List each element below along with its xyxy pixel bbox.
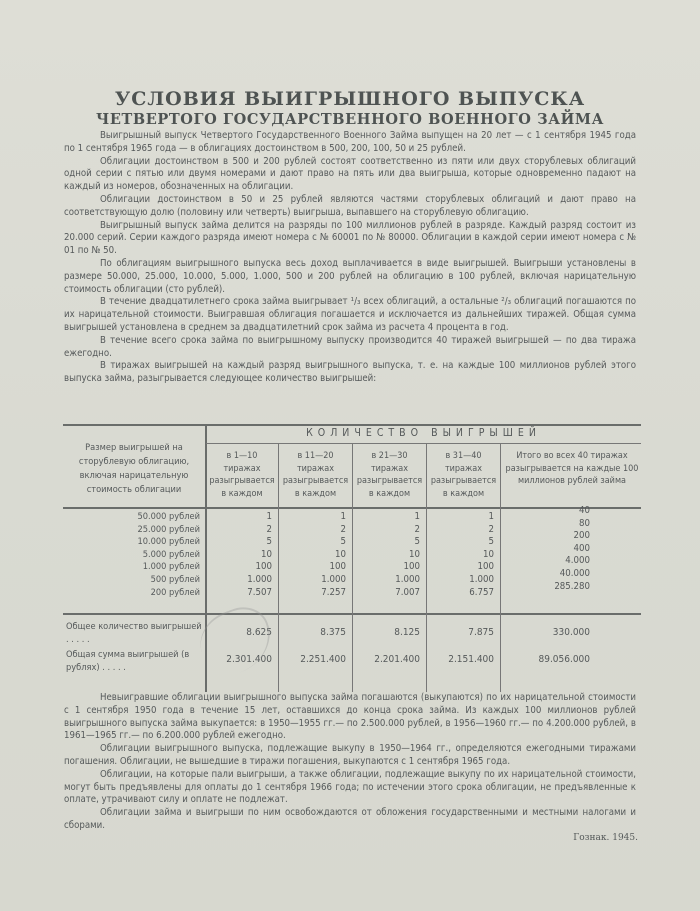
table-cell: 1 — [414, 511, 420, 522]
paragraph: Облигации выигрышного выпуска, подлежащие выкупу в 1950—1964 гг., определяются ежегодными тиражами погашения. Облигации, не вышедшие в тиражи погашения, выкупаются с 1 сентября 1965 года. — [64, 743, 636, 767]
paragraph: Облигации займа и выигрыши по ним освобождаются от обложения государственными и местными налогами и сборами. — [64, 807, 636, 831]
table-cell: 5 — [414, 536, 420, 548]
table-group-header: КОЛИЧЕСТВО ВЫИГРЫШЕЙ — [306, 427, 541, 439]
table-cell: 5 — [340, 536, 346, 548]
table-cell: 2 — [266, 523, 272, 535]
title-line-2: ЧЕТВЕРТОГО ГОСУДАРСТВЕННОГО ВОЕННОГО ЗАЙМА — [95, 111, 604, 128]
table-cell: 7.507 — [247, 586, 272, 598]
table-cell: 100 — [477, 561, 494, 573]
table-cell: 200 — [573, 530, 590, 542]
table-cell: 80 — [579, 517, 590, 529]
paragraph: Выигрышный выпуск Четвертого Государственного Военного Займа выпущен на 20 лет — с 1 сентября 1945 года по 1 сентября 1965 года — в облигациях достоинством в 500, 200, 100, 50 и 25 рублей. — [64, 130, 636, 154]
total-cell: 2.201.400 — [374, 654, 420, 665]
table-cell: 1.000 — [247, 574, 272, 585]
table-cell: 40.000 — [559, 568, 590, 579]
table-cell: 7.257 — [321, 586, 346, 598]
paragraph: В течение всего срока займа по выигрышному выпуску производится 40 тиражей выигрышей — по два тиража ежегодно. — [64, 334, 636, 359]
total-cell: 89.056.000 — [538, 654, 590, 665]
table-cell: 5 — [266, 536, 272, 548]
table-cell: 2 — [340, 523, 346, 535]
table-cell: 1 — [266, 511, 272, 522]
row-label: 200 рублей — [150, 586, 200, 598]
total-cell: 8.125 — [394, 627, 420, 638]
total-label: Общая сумма выигрышей (в рублях) . . . . . — [66, 649, 190, 673]
table-cell: 100 — [329, 561, 346, 573]
table-left-header: Размер выигрышей на сторублевую облигацию, включая нарицательную стоимость облигации — [78, 442, 190, 495]
table-cell: 1 — [488, 511, 494, 522]
total-cell: 2.251.400 — [300, 654, 346, 665]
row-label: 25.000 рублей — [137, 523, 200, 535]
table-cell: 10 — [261, 548, 272, 560]
table-cell: 10 — [409, 548, 420, 560]
table-cell: 1.000 — [395, 574, 420, 585]
table-cell: 10 — [335, 548, 346, 560]
total-cell: 8.375 — [320, 627, 346, 638]
table-cell: 285.280 — [554, 580, 590, 592]
closing-text — [64, 692, 636, 833]
column-header: в 11—20 тиражах разыгрывается в каждом — [282, 451, 349, 499]
table-cell: 40 — [579, 505, 590, 516]
table-cell: 6.757 — [469, 586, 494, 598]
table-cell: 1 — [340, 511, 346, 522]
row-label: 10.000 рублей — [137, 536, 200, 548]
total-cell: 2.151.400 — [448, 654, 494, 665]
paragraph: Облигации, на которые пали выигрыши, а также облигации, подлежащие выкупу по их нарицательной стоимости, могут быть предъявлены для оплаты до 1 сентября 1966 года; по истечении этого срока облигации, не предъявленные к оплате, утрачивают силу и оплате не подлежат. — [64, 768, 636, 806]
group-header-rule — [206, 443, 641, 444]
paragraph: Невыигравшие облигации выигрышного выпуска займа погашаются (выкупаются) по их нарицательной стоимости с 1 сентября 1950 года в течение 15 лет, оставшихся до конца срока займа. Из каждых 100 миллионов рублей выигрышного выпуска займа выкупается: в 1950—1955 гг.— по 2.500.000 рублей, в 1956—1960 гг.— по 4.200.000 рублей, в 1961—1965 гг.— по 6.200.000 рублей ежегодно. — [64, 692, 636, 742]
paragraph: В течение двадцатилетнего срока займа выигрывает ¹/₃ всех облигаций, а остальные ²/₃ облигаций погашаются по их нарицательной стоимости. Выигравшая облигация погашается и исключается из дальнейших тиражей. Общая сумма выигрышей установлена в среднем за двадцатилетний срок займа из расчета 4 процента в год. — [64, 296, 636, 333]
table-cell: 7.007 — [395, 586, 420, 598]
table-cell: 100 — [255, 561, 272, 573]
total-cell: 2.301.400 — [226, 654, 272, 665]
total-cell: 330.000 — [552, 627, 590, 638]
table-cell: 100 — [403, 561, 420, 573]
table-cell: 1.000 — [321, 574, 346, 585]
table-cell: 4.000 — [565, 555, 590, 567]
row-label: 500 рублей — [150, 574, 200, 585]
table-top-rule — [63, 424, 641, 426]
table-divider — [500, 444, 501, 692]
table-cell: 1.000 — [469, 574, 494, 585]
table-cell: 2 — [414, 523, 420, 535]
total-cell: 8.625 — [246, 627, 272, 638]
column-header: в 1—10 тиражах разыгрывается в каждом — [209, 451, 275, 499]
paragraph: Облигации достоинством в 500 и 200 рублей состоят соответственно из пяти или двух сторублевых облигаций одной серии с пятью или двумя номерами и дают право на пять или два выигрыша, которые одновременно падают на каждый из номеров, обозначенных на облигации. — [64, 155, 636, 193]
column-header: Итого во всех 40 тиражах разыгрывается на каждые 100 миллионов рублей займа — [505, 451, 639, 486]
paragraph: Облигации достоинством в 50 и 25 рублей являются частями сторублевых облигаций и дают право на соответствующую долю (половину или четверть) выигрыша, выпавшего на сторублевую облигацию. — [64, 193, 636, 218]
paragraph: По облигациям выигрышного выпуска весь доход выплачивается в виде выигрышей. Выигрыши установлены в размере 50.000, 25.000, 10.000, 5.000, 1.000, 500 и 200 рублей на облигацию в 100 рублей, включая нарицательную стоимость облигации (сто рублей). — [64, 257, 636, 295]
total-label: Общее количество выигрышей . . . . . — [66, 621, 202, 645]
printer-imprint: Гознак. 1945. — [573, 833, 638, 843]
row-label: 1.000 рублей — [142, 561, 200, 573]
column-header: в 31—40 тиражах разыгрывается в каждом — [430, 451, 497, 499]
row-label: 50.000 рублей — [137, 511, 200, 522]
table-cell: 10 — [483, 548, 494, 560]
paragraph: В тиражах выигрышей на каждый разряд выигрышного выпуска, т. е. на каждые 100 миллионов рублей этого выпуска займа, разыгрывается следующее количество выигрышей: — [64, 360, 636, 385]
table-cell: 2 — [488, 523, 494, 535]
row-label: 5.000 рублей — [142, 548, 200, 560]
title-line-1: УСЛОВИЯ ВЫИГРЫШНОГО ВЫПУСКА — [114, 88, 586, 110]
table-cell: 400 — [573, 542, 590, 554]
intro-text — [64, 130, 636, 386]
paragraph: Выигрышный выпуск займа делится на разряды по 100 миллионов рублей в разряде. Каждый разряд состоит из 20.000 серий. Серии каждого разряда имеют номера с № 60001 по № 80000. Облигации в каждой серии имеют номера с № 01 по № 50. — [64, 219, 636, 257]
total-cell: 7.875 — [468, 627, 494, 638]
table-cell: 5 — [488, 536, 494, 548]
column-header: в 21—30 тиражах разыгрывается в каждом — [356, 451, 423, 499]
